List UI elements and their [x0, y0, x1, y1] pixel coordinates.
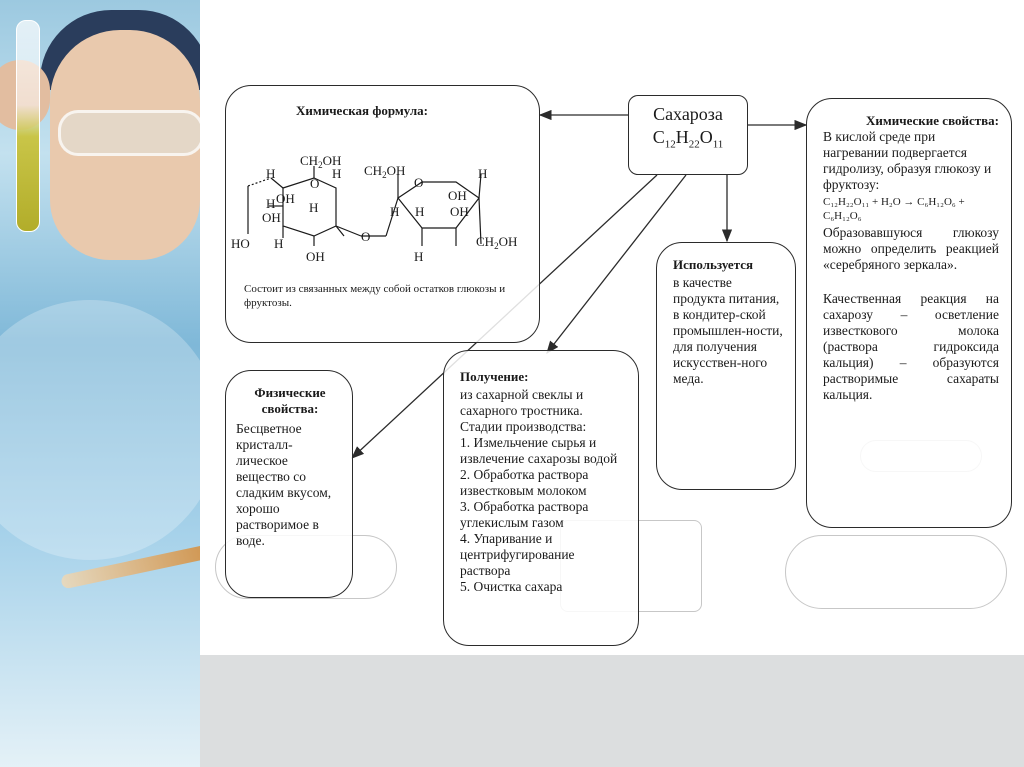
- production-stages-label: Стадии производства:: [460, 419, 587, 434]
- structure-labels: [231, 153, 517, 264]
- production-step: 4. Упаривание и центрифугирование раствора: [460, 531, 575, 578]
- production-step: 2. Обработка раствора известковым молоком: [460, 467, 589, 498]
- production-step: 1. Измельчение сырья и извлечение сахарозы водой: [460, 435, 618, 466]
- svg-text:CH2OH: $CH_2OH$: [476, 234, 518, 251]
- svg-text:OH: OH: [306, 249, 325, 264]
- physical-properties-text: Бесцветное кристалл-лическое вещество со сладким вкусом, хорошо растворимое в воде.: [236, 421, 332, 548]
- formula-box: [225, 85, 540, 343]
- chemical-properties-silver-mirror: Образовавшуюся глюкозу можно определить реакцией «серебряного зеркала».: [823, 225, 999, 272]
- chemical-properties-box: [806, 98, 1012, 528]
- production-step: 5. Очистка сахара: [460, 579, 563, 594]
- chemical-properties-title: Химические свойства:: [866, 113, 999, 128]
- svg-text:O: O: [361, 229, 371, 244]
- production-intro: из сахарной свеклы и сахарного тростника.: [460, 387, 584, 418]
- svg-text:H: H: [309, 200, 319, 215]
- production-step: 3. Обработка раствора углекислым газом: [460, 499, 589, 530]
- production-box: [443, 350, 639, 646]
- svg-text:H: H: [266, 166, 276, 181]
- svg-text:O: O: [310, 176, 320, 191]
- chemical-properties-hydrolysis: В кислой среде при нагревании подвергается гидролизу, образуя глюкозу и фруктозу:: [823, 129, 992, 192]
- svg-text:H: H: [266, 196, 276, 211]
- usage-title: Используется: [673, 257, 754, 272]
- svg-text:OH: OH: [276, 191, 295, 206]
- sucrose-formula: $C_{12}H_{22}O_{11}$: [652, 127, 724, 151]
- physical-properties-title: Физические свойства:: [254, 385, 326, 416]
- physical-properties-box: [225, 370, 353, 598]
- svg-text:H: H: [332, 166, 342, 181]
- svg-text:OH: OH: [448, 188, 467, 203]
- formula-description: Состоит из связанных между собой остатков глюкозы и фруктозы.: [244, 283, 506, 309]
- svg-text:HO: HO: [231, 236, 250, 251]
- usage-box: [656, 242, 796, 490]
- formula-title: Химическая формула:: [296, 103, 429, 118]
- svg-text:H: H: [414, 249, 424, 264]
- svg-text:CH2OH: $CH_2OH$: [300, 153, 342, 170]
- svg-text:H: H: [274, 236, 284, 251]
- sucrose-name: Сахароза: [653, 104, 723, 124]
- usage-text: в качестве продукта питания, в кондитер-ской промышлен-ности, для получения искусствен-ного меда.: [673, 275, 783, 386]
- svg-text:OH: OH: [262, 210, 281, 225]
- svg-text:H: H: [390, 204, 400, 219]
- production-title: Получение:: [460, 369, 529, 384]
- sucrose-box: [628, 95, 748, 175]
- svg-text:H: H: [415, 204, 425, 219]
- svg-text:CH2OH: $CH_2OH$: [364, 163, 406, 180]
- chemical-properties-qualitative: Качественная реакция на сахарозу – осветление известкового молока (раствора гидроксида кальция) – образуются растворимые сахараты кальция.: [823, 291, 999, 402]
- hydrolysis-equation: C₁₂H₂₂O₁₁ + H₂O → C₆H₁₂O₆ + C₆H₁₂O₆: [823, 196, 965, 222]
- svg-text:OH: OH: [450, 204, 469, 219]
- svg-text:O: O: [414, 175, 424, 190]
- svg-text:H: H: [478, 166, 488, 181]
